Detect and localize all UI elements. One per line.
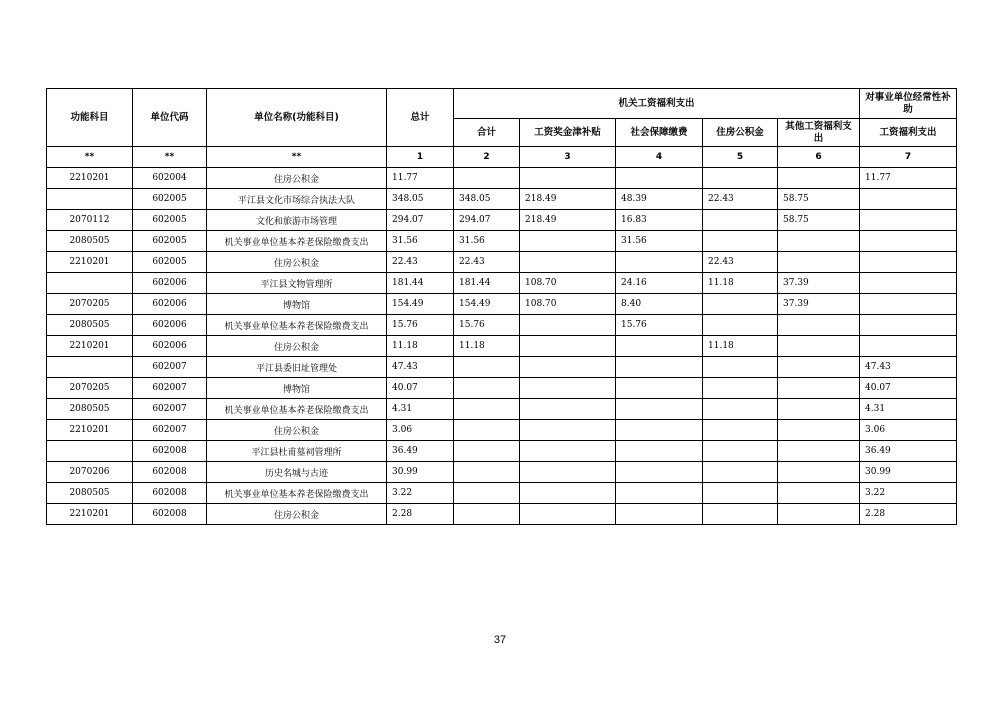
cell-func-subject: 2070112 [47, 210, 133, 231]
cell-total: 40.07 [387, 378, 454, 399]
cell-wage [520, 399, 616, 420]
cell-other [778, 420, 860, 441]
index-cell: 7 [860, 147, 957, 168]
index-row [47, 147, 957, 168]
header-func-subject: 功能科目 [47, 89, 133, 147]
cell-unit-name: 历史名城与古迹 [207, 462, 387, 483]
cell-other [778, 378, 860, 399]
cell-inst-wage: 47.43 [860, 357, 957, 378]
cell-func-subject: 2070205 [47, 294, 133, 315]
cell-wage [520, 336, 616, 357]
cell-social: 15.76 [616, 315, 703, 336]
cell-total: 31.56 [387, 231, 454, 252]
cell-other [778, 441, 860, 462]
cell-other [778, 168, 860, 189]
index-cell: 4 [616, 147, 703, 168]
cell-social [616, 441, 703, 462]
table-row [47, 483, 957, 504]
cell-housing [703, 231, 778, 252]
cell-unit-code: 602008 [133, 483, 207, 504]
cell-inst-wage: 11.77 [860, 168, 957, 189]
cell-social: 24.16 [616, 273, 703, 294]
table-body [47, 147, 957, 525]
cell-unit-code: 602007 [133, 357, 207, 378]
cell-total: 3.22 [387, 483, 454, 504]
cell-social [616, 483, 703, 504]
cell-func-subject: 2080505 [47, 231, 133, 252]
cell-other [778, 462, 860, 483]
header-group-inst-subsidy: 对事业单位经常性补助 [860, 89, 957, 119]
header-unit-code: 单位代码 [133, 89, 207, 147]
cell-unit-name: 住房公积金 [207, 252, 387, 273]
cell-total: 47.43 [387, 357, 454, 378]
cell-unit-name: 博物馆 [207, 378, 387, 399]
cell-total: 36.49 [387, 441, 454, 462]
cell-housing [703, 168, 778, 189]
cell-subtotal [454, 504, 520, 525]
index-cell: ** [207, 147, 387, 168]
header-group-org-wage: 机关工资福利支出 [454, 89, 860, 119]
cell-unit-code: 602005 [133, 189, 207, 210]
cell-wage [520, 441, 616, 462]
cell-social [616, 504, 703, 525]
cell-unit-name: 住房公积金 [207, 168, 387, 189]
cell-housing [703, 441, 778, 462]
cell-func-subject: 2210201 [47, 420, 133, 441]
cell-other [778, 357, 860, 378]
index-cell: 3 [520, 147, 616, 168]
cell-housing: 22.43 [703, 252, 778, 273]
cell-func-subject: 2210201 [47, 336, 133, 357]
cell-unit-code: 602007 [133, 420, 207, 441]
cell-inst-wage: 2.28 [860, 504, 957, 525]
cell-func-subject: 2070205 [47, 378, 133, 399]
cell-unit-code: 602004 [133, 168, 207, 189]
cell-inst-wage [860, 210, 957, 231]
cell-housing [703, 399, 778, 420]
cell-subtotal: 15.76 [454, 315, 520, 336]
cell-func-subject [47, 357, 133, 378]
cell-inst-wage: 36.49 [860, 441, 957, 462]
table-row [47, 315, 957, 336]
cell-wage [520, 420, 616, 441]
index-cell: ** [47, 147, 133, 168]
cell-inst-wage [860, 294, 957, 315]
cell-total: 154.49 [387, 294, 454, 315]
table-row [47, 336, 957, 357]
cell-total: 4.31 [387, 399, 454, 420]
cell-inst-wage: 30.99 [860, 462, 957, 483]
cell-total: 294.07 [387, 210, 454, 231]
cell-housing [703, 420, 778, 441]
cell-unit-name: 住房公积金 [207, 336, 387, 357]
cell-unit-name: 平江县文物管理所 [207, 273, 387, 294]
cell-unit-code: 602008 [133, 441, 207, 462]
cell-subtotal [454, 420, 520, 441]
cell-unit-code: 602006 [133, 336, 207, 357]
cell-housing [703, 378, 778, 399]
cell-wage [520, 483, 616, 504]
table-row [47, 399, 957, 420]
cell-housing [703, 483, 778, 504]
cell-social [616, 378, 703, 399]
cell-wage [520, 504, 616, 525]
cell-func-subject: 2080505 [47, 315, 133, 336]
cell-other [778, 504, 860, 525]
table-row [47, 231, 957, 252]
table-row [47, 441, 957, 462]
cell-inst-wage [860, 231, 957, 252]
cell-social [616, 357, 703, 378]
cell-social: 31.56 [616, 231, 703, 252]
cell-inst-wage [860, 273, 957, 294]
cell-other [778, 252, 860, 273]
cell-total: 3.06 [387, 420, 454, 441]
cell-other [778, 483, 860, 504]
cell-unit-name: 机关事业单位基本养老保险缴费支出 [207, 315, 387, 336]
cell-wage: 218.49 [520, 210, 616, 231]
header-inst-wage: 工资福利支出 [860, 119, 957, 147]
cell-wage [520, 378, 616, 399]
cell-unit-code: 602006 [133, 273, 207, 294]
cell-other [778, 315, 860, 336]
cell-unit-code: 602008 [133, 504, 207, 525]
cell-total: 181.44 [387, 273, 454, 294]
header-wage: 工资奖金津补贴 [520, 119, 616, 147]
index-cell: 1 [387, 147, 454, 168]
cell-unit-name: 平江县杜甫墓祠管理所 [207, 441, 387, 462]
cell-subtotal: 11.18 [454, 336, 520, 357]
header-social: 社会保障缴费 [616, 119, 703, 147]
cell-func-subject: 2210201 [47, 504, 133, 525]
cell-wage [520, 462, 616, 483]
cell-subtotal [454, 357, 520, 378]
cell-func-subject: 2210201 [47, 252, 133, 273]
cell-unit-name: 博物馆 [207, 294, 387, 315]
cell-unit-code: 602007 [133, 399, 207, 420]
cell-total: 22.43 [387, 252, 454, 273]
cell-unit-name: 住房公积金 [207, 504, 387, 525]
cell-inst-wage: 3.22 [860, 483, 957, 504]
cell-unit-name: 平江县委旧址管理处 [207, 357, 387, 378]
cell-housing [703, 504, 778, 525]
cell-subtotal: 31.56 [454, 231, 520, 252]
cell-housing: 11.18 [703, 336, 778, 357]
cell-housing [703, 210, 778, 231]
cell-wage [520, 357, 616, 378]
cell-func-subject: 2070206 [47, 462, 133, 483]
cell-unit-code: 602008 [133, 462, 207, 483]
index-cell: ** [133, 147, 207, 168]
cell-housing: 22.43 [703, 189, 778, 210]
cell-total: 2.28 [387, 504, 454, 525]
cell-inst-wage: 40.07 [860, 378, 957, 399]
cell-wage: 108.70 [520, 273, 616, 294]
cell-subtotal [454, 462, 520, 483]
header-other: 其他工资福利支出 [778, 119, 860, 147]
cell-other: 58.75 [778, 210, 860, 231]
cell-unit-code: 602005 [133, 231, 207, 252]
cell-func-subject [47, 189, 133, 210]
cell-wage: 108.70 [520, 294, 616, 315]
cell-unit-name: 住房公积金 [207, 420, 387, 441]
cell-wage [520, 252, 616, 273]
table-row [47, 168, 957, 189]
cell-func-subject [47, 273, 133, 294]
table-row [47, 252, 957, 273]
cell-subtotal: 154.49 [454, 294, 520, 315]
cell-unit-code: 602005 [133, 252, 207, 273]
table-row [47, 462, 957, 483]
cell-total: 11.77 [387, 168, 454, 189]
cell-subtotal: 22.43 [454, 252, 520, 273]
cell-social [616, 399, 703, 420]
cell-housing [703, 462, 778, 483]
cell-other [778, 336, 860, 357]
cell-total: 11.18 [387, 336, 454, 357]
cell-inst-wage: 4.31 [860, 399, 957, 420]
table-row [47, 378, 957, 399]
cell-wage [520, 168, 616, 189]
cell-unit-name: 机关事业单位基本养老保险缴费支出 [207, 483, 387, 504]
cell-subtotal: 294.07 [454, 210, 520, 231]
budget-table-container [46, 88, 956, 525]
cell-wage [520, 231, 616, 252]
table-row [47, 504, 957, 525]
cell-social [616, 252, 703, 273]
table-header [47, 89, 957, 147]
cell-unit-code: 602006 [133, 315, 207, 336]
cell-housing [703, 315, 778, 336]
cell-unit-name: 文化和旅游市场管理 [207, 210, 387, 231]
cell-wage [520, 315, 616, 336]
cell-other: 37.39 [778, 273, 860, 294]
table-row [47, 273, 957, 294]
index-cell: 5 [703, 147, 778, 168]
cell-total: 348.05 [387, 189, 454, 210]
header-subtotal: 合计 [454, 119, 520, 147]
table-row [47, 210, 957, 231]
cell-social [616, 462, 703, 483]
table-row [47, 189, 957, 210]
index-cell: 2 [454, 147, 520, 168]
cell-total: 15.76 [387, 315, 454, 336]
cell-inst-wage [860, 189, 957, 210]
cell-func-subject [47, 441, 133, 462]
cell-subtotal: 181.44 [454, 273, 520, 294]
cell-social: 16.83 [616, 210, 703, 231]
cell-unit-code: 602005 [133, 210, 207, 231]
budget-table [46, 88, 957, 525]
cell-inst-wage [860, 336, 957, 357]
cell-other [778, 231, 860, 252]
index-cell: 6 [778, 147, 860, 168]
header-unit-name: 单位名称(功能科目) [207, 89, 387, 147]
cell-subtotal [454, 168, 520, 189]
cell-other [778, 399, 860, 420]
cell-subtotal [454, 483, 520, 504]
table-row [47, 294, 957, 315]
cell-social [616, 420, 703, 441]
cell-subtotal [454, 441, 520, 462]
cell-func-subject: 2080505 [47, 399, 133, 420]
cell-func-subject: 2210201 [47, 168, 133, 189]
table-row [47, 357, 957, 378]
cell-subtotal: 348.05 [454, 189, 520, 210]
header-housing: 住房公积金 [703, 119, 778, 147]
cell-func-subject: 2080505 [47, 483, 133, 504]
cell-wage: 218.49 [520, 189, 616, 210]
cell-housing: 11.18 [703, 273, 778, 294]
header-total: 总计 [387, 89, 454, 147]
cell-subtotal [454, 399, 520, 420]
cell-unit-code: 602007 [133, 378, 207, 399]
cell-total: 30.99 [387, 462, 454, 483]
page-number: 37 [493, 634, 507, 646]
cell-other: 37.39 [778, 294, 860, 315]
cell-social [616, 168, 703, 189]
cell-unit-name: 平江县文化市场综合执法大队 [207, 189, 387, 210]
cell-other: 58.75 [778, 189, 860, 210]
cell-housing [703, 357, 778, 378]
cell-inst-wage: 3.06 [860, 420, 957, 441]
cell-unit-name: 机关事业单位基本养老保险缴费支出 [207, 231, 387, 252]
cell-subtotal [454, 378, 520, 399]
cell-inst-wage [860, 252, 957, 273]
cell-social: 48.39 [616, 189, 703, 210]
table-row [47, 420, 957, 441]
cell-unit-name: 机关事业单位基本养老保险缴费支出 [207, 399, 387, 420]
cell-unit-code: 602006 [133, 294, 207, 315]
cell-inst-wage [860, 315, 957, 336]
cell-housing [703, 294, 778, 315]
cell-social [616, 336, 703, 357]
cell-social: 8.40 [616, 294, 703, 315]
